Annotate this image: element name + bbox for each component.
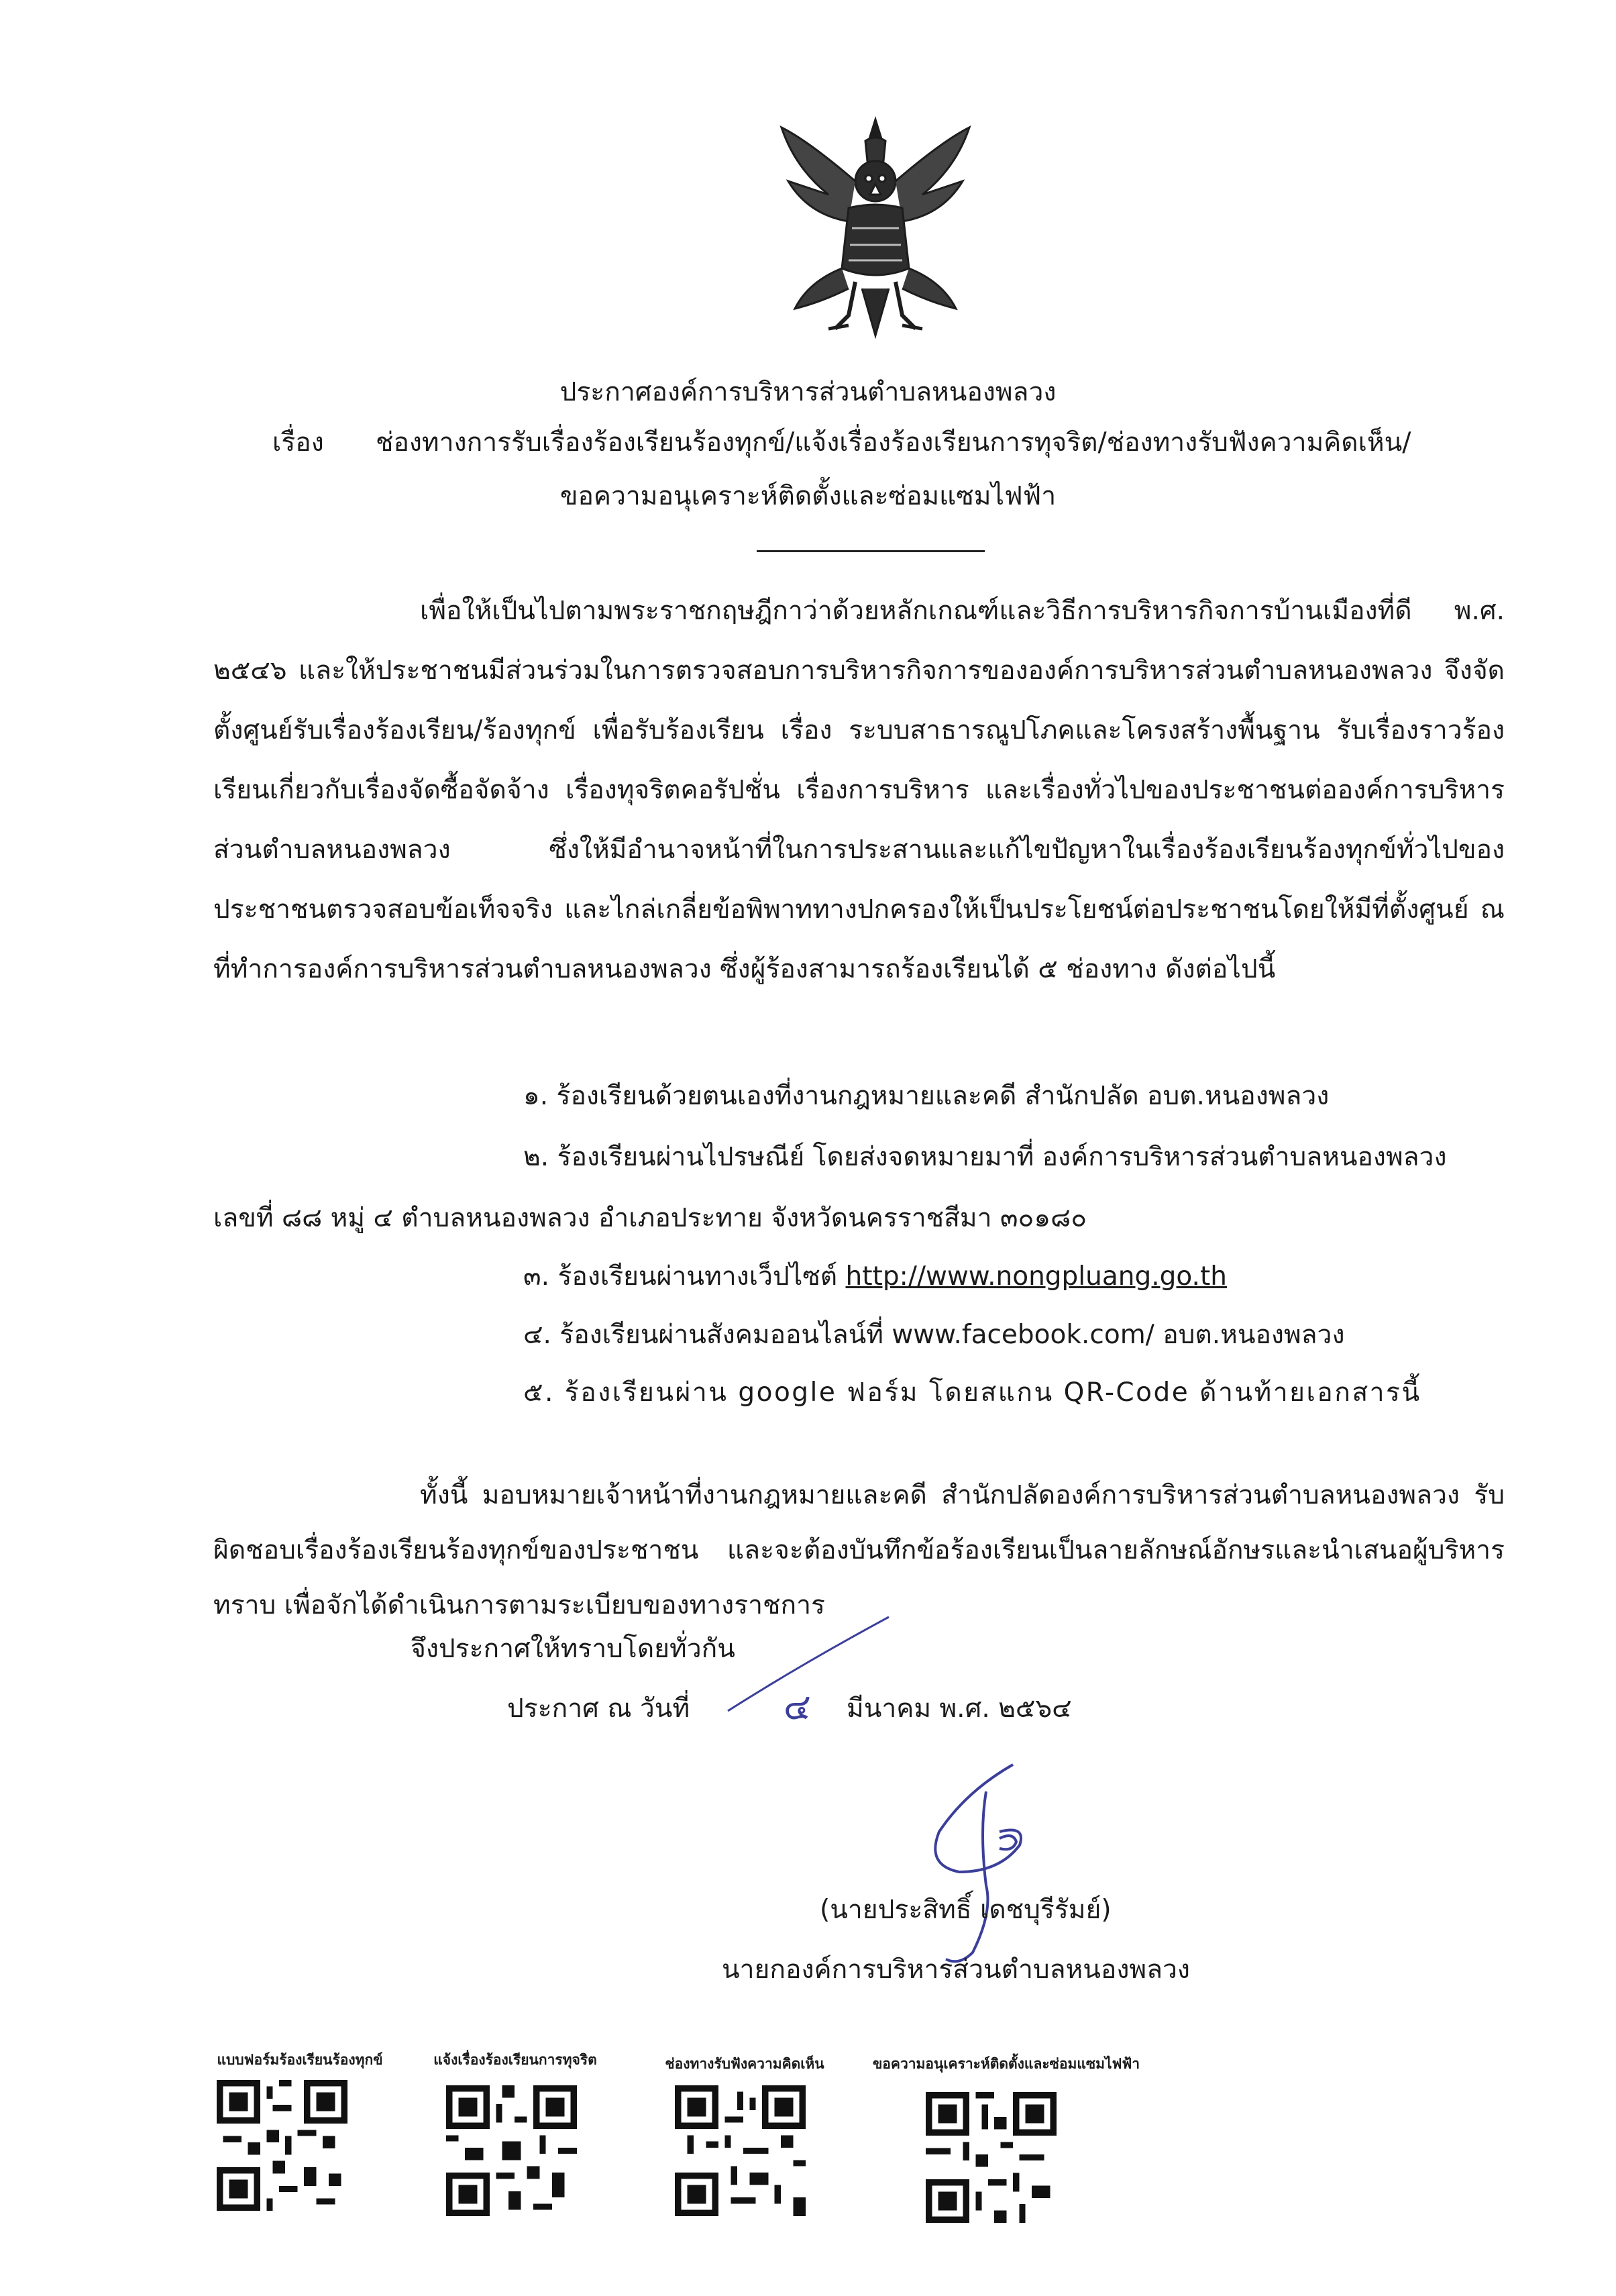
signature-icon bbox=[885, 1751, 1067, 1973]
channel-item-5: ๕. ร้องเรียนผ่าน google ฟอร์ม โดยสแกน QR-Code ด้านท้ายเอกสารนี้ bbox=[523, 1377, 1421, 1408]
qr-caption-complaint-form: แบบฟอร์มร้องเรียนร้องทุกข์ bbox=[217, 2052, 383, 2068]
channel-item-2: ๒. ร้องเรียนผ่านไปรษณีย์ โดยส่งจดหมายมาที่ องค์การบริหารส่วนตำบลหนองพลวง bbox=[523, 1142, 1447, 1172]
intro-paragraph: เพื่อให้เป็นไปตามพระราชกฤษฎีกาว่าด้วยหลักเกณฑ์และวิธีการบริหารกิจการบ้านเมืองที่ดี พ.ศ. ๒๕๔๖ และให้ประชาชนมีส่วนร่วมในการตรวจสอบการบริหารกิจการขององค์การบริหารส่วนตำบลหนองพลวง จึงจัดตั้งศูนย์รับเรื่องร้องเรียน/ร้องทุกข์ เพื่อรับร้องเรียน เรื่อง ระบบสาธารณูปโภคและโครงสร้างพื้นฐาน รับเรื่องราวร้องเรียนเกี่ยวกับเรื่องจัดซื้อจัดจ้าง เรื่องทุจริตคอรัปชั่น เรื่องการบริหาร และเรื่องทั่วไปของประชาชนต่อองค์การบริหารส่วนตำบลหนองพลวง ซึ่งให้มีอำนาจหน้าที่ในการประสานและแก้ไขปัญหาในเรื่องร้องเรียนร้องทุกข์ทั่วไปของประชาชนตรวจสอบข้อเท็จจริง และไกล่เกลี่ยข้อพิพาททางปกครองให้เป็นประโยชน์ต่อประชาชนโดยให้มีที่ตั้งศูนย์ ณ ที่ทำการองค์การบริหารส่วนตำบลหนองพลวง ซึ่งผู้ร้องสามารถร้องเรียนได้ ๕ ช่องทาง ดังต่อไปนี้ bbox=[213, 596, 1505, 984]
qr-caption-opinion-channel: ช่องทางรับฟังความคิดเห็น bbox=[665, 2056, 824, 2072]
announce-line: จึงประกาศให้ทราบโดยทั่วกัน bbox=[411, 1634, 735, 1664]
channel-item-4: ๔. ร้องเรียนผ่านสังคมออนไลน์ที่ www.facebook.com/ อบต.หนองพลวง bbox=[523, 1320, 1345, 1350]
subject-label: เรื่อง bbox=[272, 427, 324, 458]
date-suffix: มีนาคม พ.ศ. ๒๕๖๔ bbox=[847, 1693, 1072, 1724]
channel-item-2-address: เลขที่ ๘๘ หมู่ ๔ ตำบลหนองพลวง อำเภอประทาย จังหวัดนครราชสีมา ๓๐๑๘๐ bbox=[213, 1203, 1087, 1233]
qr-code-icon[interactable] bbox=[675, 2085, 806, 2216]
channel-item-3-label: ๓. ร้องเรียนผ่านทางเว็ปไซต์ bbox=[523, 1261, 846, 1292]
subject-line-1: ช่องทางการรับเรื่องร้องเรียนร้องทุกข์/แจ้งเรื่องร้องเรียนการทุจริต/ช่องทางรับฟังความคิดเห็น/ bbox=[376, 427, 1411, 458]
date-pen-stroke bbox=[721, 1610, 896, 1718]
qr-code-icon[interactable] bbox=[926, 2092, 1057, 2223]
date-day: ๔ bbox=[784, 1685, 811, 1728]
signer-position: นายกองค์การบริหารส่วนตำบลหนองพลวง bbox=[722, 1954, 1190, 1985]
channel-item-1: ๑. ร้องเรียนด้วยตนเองที่งานกฎหมายและคดี สำนักปลัด อบต.หนองพลวง bbox=[523, 1081, 1330, 1111]
qr-caption-electrical-request: ขอความอนุเคราะห์ติดตั้งและซ่อมแซมไฟฟ้า bbox=[872, 2056, 1140, 2072]
qr-caption-corruption-report: แจ้งเรื่องร้องเรียนการทุจริต bbox=[433, 2052, 597, 2068]
date-prefix: ประกาศ ณ วันที่ bbox=[507, 1693, 690, 1724]
document-title: ประกาศองค์การบริหารส่วนตำบลหนองพลวง bbox=[559, 377, 1057, 407]
website-link[interactable]: http://www.nongpluang.go.th bbox=[845, 1261, 1227, 1292]
qr-code-icon[interactable] bbox=[446, 2085, 577, 2216]
subject-line-2: ขอความอนุเคราะห์ติดตั้งและซ่อมแซมไฟฟ้า bbox=[559, 481, 1057, 511]
assignment-paragraph: ทั้งนี้ มอบหมายเจ้าหน้าที่งานกฎหมายและคดี สำนักปลัดองค์การบริหารส่วนตำบลหนองพลวง รับผิดชอบเรื่องร้องเรียนร้องทุกข์ของประชาชน และจะต้องบันทึกข้อร้องเรียนเป็นลายลักษณ์อักษรและนำเสนอผู้บริหารทราบ เพื่อจักได้ดำเนินการตามระเบียบของทางราชการ bbox=[213, 1480, 1505, 1620]
title-divider bbox=[757, 550, 985, 552]
garuda-emblem-icon bbox=[768, 114, 983, 346]
qr-code-icon[interactable] bbox=[217, 2080, 347, 2211]
channel-item-3 bbox=[523, 1255, 1227, 1297]
signer-name: (นายประสิทธิ์ เดชบุรีรัมย์) bbox=[820, 1895, 1112, 1925]
